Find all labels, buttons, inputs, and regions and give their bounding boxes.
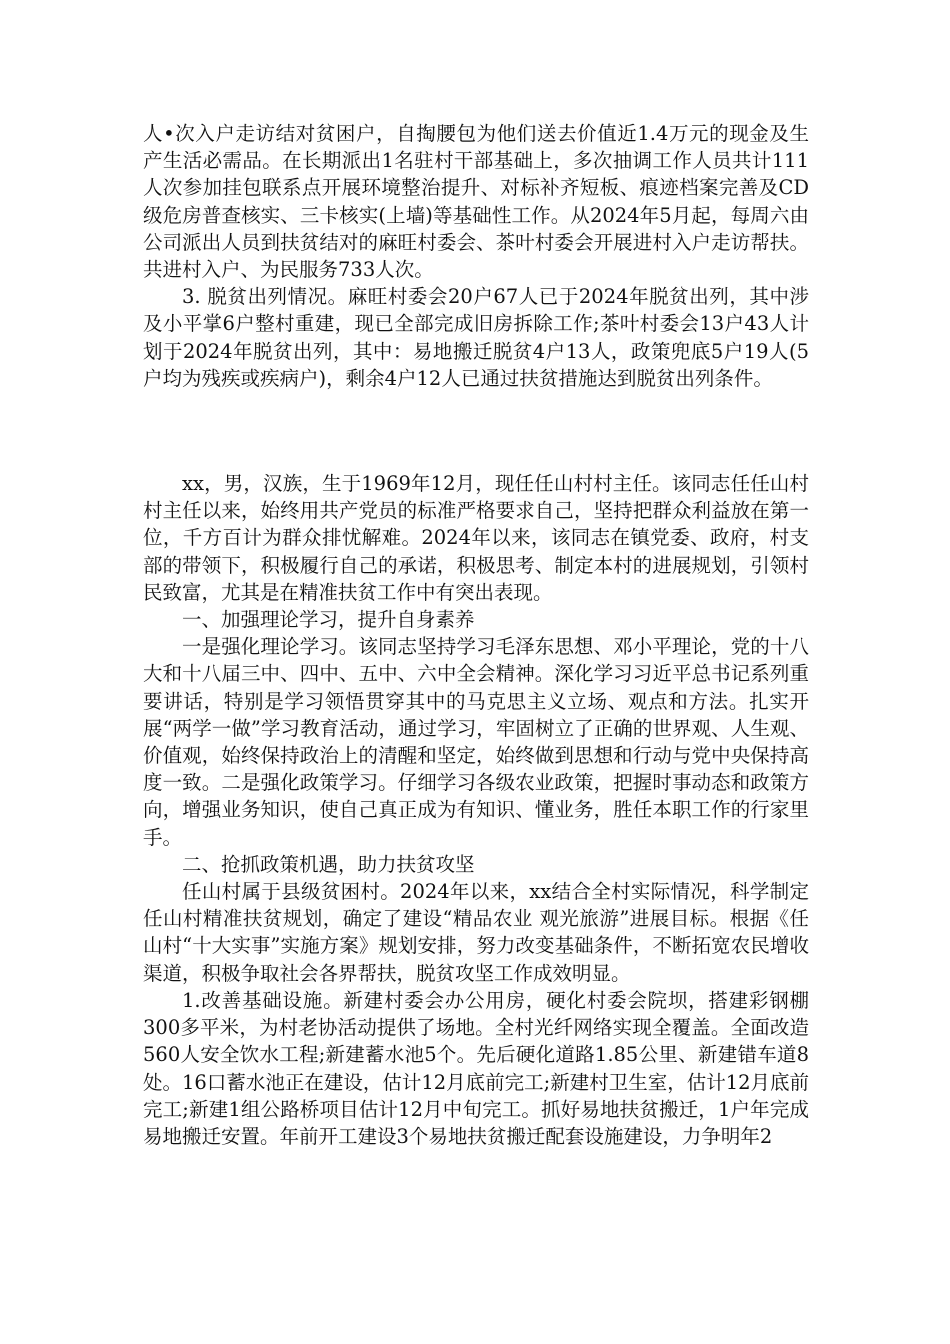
paragraph-village-plan: 任山村属于县级贫困村。2024年以来，xx结合全村实际情况，科学制定任山村精准扶贫规划，确定了建设“精品农业 观光旅游”进展目标。根据《任山村“十大实事”实施方案》规划安排，努力改变基础条件，不断拓宽农民增收渠道，积极争取社会各界帮扶，脱贫攻坚工作成效明显。 xyxy=(143,880,809,985)
paragraph-theory-study: 一是强化理论学习。该同志坚持学习毛泽东思想、邓小平理论，党的十八大和十八届三中、四中、五中、六中全会精神。深化学习习近平总书记系列重要讲话，特别是学习领悟贯穿其中的马克思主义立场、观点和方法。扎实开展“两学一做”学习教育活动，通过学习，牢固树立了正确的世界观、人生观、价值观，始终保持政治上的清醒和坚定，始终做到思想和行动与党中央保持高度一致。二是强化政策学习。仔细学习各级农业政策，把握时事动态和政策方向，增强业务知识，使自己真正成为有知识、懂业务，胜任本职工作的行家里手。 xyxy=(143,635,809,849)
heading-poverty-alleviation: 二、抢抓政策机遇，助力扶贫攻坚 xyxy=(182,852,475,876)
document-page xyxy=(143,120,809,1150)
paragraph-poverty-exit-status: 3. 脱贫出列情况。麻旺村委会20户67人已于2024年脱贫出列，其中涉及小平掌6户整村重建，现已全部完成旧房拆除工作;茶叶村委会13户43人计划于2024年脱贫出列，其中：易地搬迁脱贫4户13人，政策兜底5户19人(5户均为残疾或疾病户)，剩余4户12人已通过扶贫措施达到脱贫出列条件。 xyxy=(143,285,809,390)
section-poverty-assistance xyxy=(143,120,809,392)
paragraph-infrastructure: 1.改善基础设施。新建村委会办公用房，硬化村委会院坝，搭建彩钢棚300多平米，为村老协活动提供了场地。全村光纤网络实现全覆盖。全面改造560人安全饮水工程;新建蓄水池5个。先后硬化道路1.85公里、新建错车道8处。16口蓄水池正在建设，估计12月底前完工;新建村卫生室，估计12月底前完工;新建1组公路桥项目估计12月中旬完工。抓好易地扶贫搬迁，1户年完成易地搬迁安置。年前开工建设3个易地扶贫搬迁配套设施建设，力争明年2 xyxy=(143,988,810,1148)
section-village-director-profile xyxy=(143,470,809,1150)
paragraph-visits: 人•次入户走访结对贫困户，自掏腰包为他们送去价值近1.4万元的现金及生产生活必需品。在长期派出1名驻村干部基础上，多次抽调工作人员共计111人次参加挂包联系点开展环境整治提升、对标补齐短板、痕迹档案完善及CD级危房普查核实、三卡核实(上墙)等基础性工作。从2024年5月起，每周六由公司派出人员到扶贫结对的麻旺村委会、茶叶村委会开展进村入户走访帮扶。共进村入户、为民服务733人次。 xyxy=(143,122,809,282)
paragraph-profile-intro: xx，男，汉族，生于1969年12月，现任任山村村主任。该同志任任山村村主任以来，始终用共产党员的标准严格要求自己，坚持把群众利益放在第一位，千方百计为群众排忧解难。2024年以来，该同志在镇党委、政府，村支部的带领下，积极履行自己的承诺，积极思考、制定本村的进展规划，引领村民致富，尤其是在精准扶贫工作中有突出表现。 xyxy=(143,472,809,604)
heading-theory-study: 一、加强理论学习，提升自身素养 xyxy=(182,608,475,632)
